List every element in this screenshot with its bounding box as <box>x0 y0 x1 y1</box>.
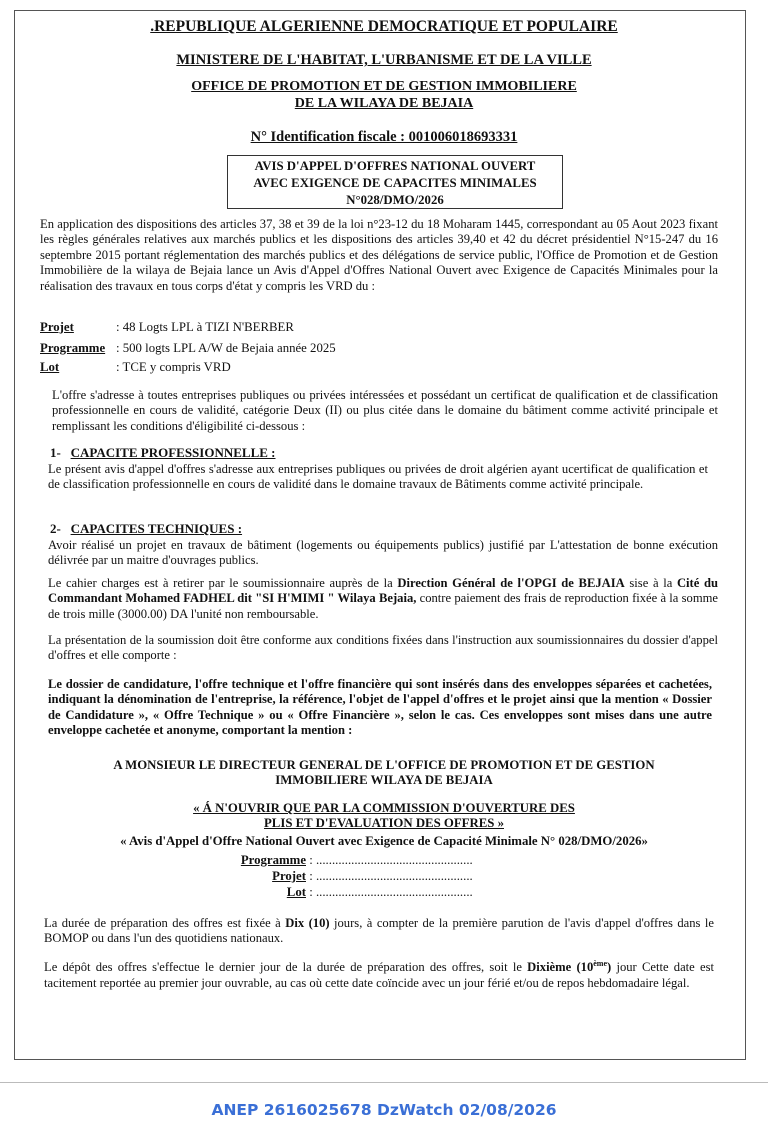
envelope-field-label: Projet <box>272 869 306 883</box>
envelope-field-label: Programme <box>240 853 306 867</box>
cahier-address: Cité du Commandant Mohamed FADHEL dit "SI H'MIMI " Wilaya Bejaia, <box>48 576 718 606</box>
addressee <box>0 758 768 789</box>
presentation-paragraph: La présentation de la soumission doit être conforme aux conditions fixées dans l'instruction aux soumissionnaires du dossier d'appel d'offres et elle comporte : <box>48 633 718 663</box>
deposit-text-1: Le dépôt des offres s'effectue le dernier jour de la durée de préparation des offres, soit le <box>44 960 528 975</box>
section1-heading <box>50 445 276 461</box>
duration-text-2: jours, à compter de la première parution de l'avis d'appel d'offres dans le BOMOP ou dans l'un des quotidiens nationaux. <box>44 916 714 946</box>
eligibility-paragraph: L'offre s'adresse à toutes entreprises publiques ou privées intéressées et possédant un certificat de qualification et de classification professionnelle en cours de validité, catégorie Deux (II) ou plus citée dans le domaine du bâtiment comme activité principale et remplissant les conditions d'éligibilité ci-dessous : <box>52 388 718 433</box>
fiscal-id: N° Identification fiscale : 001006018693331 <box>250 129 518 145</box>
cahier-text-3: contre paiement des frais de reproduction fixée à la somme de trois mille (3000.00) DA l'unité non remboursable. <box>48 591 718 621</box>
programme-value: : 500 logts LPL A/W de Bejaia année 2025 <box>116 341 336 355</box>
publication-footer: ANEP 2616025678 DzWatch 02/08/2026 <box>211 1101 557 1119</box>
section1-number: 1- <box>50 445 61 460</box>
office-title-line2: DE LA WILAYA DE BEJAIA <box>294 96 474 111</box>
notice-title-line1: AVIS D'APPEL D'OFFRES NATIONAL OUVERT <box>254 159 536 173</box>
duration-paragraph <box>44 916 714 947</box>
envelope-fields <box>222 852 473 900</box>
section2-number: 2- <box>50 521 61 536</box>
addressee-line2: IMMOBILIERE WILAYA DE BEJAIA <box>275 773 493 788</box>
section1-title: CAPACITE PROFESSIONNELLE : <box>70 445 276 460</box>
cahier-text-1: Le cahier charges est à retirer par le soumissionnaire auprès de la <box>48 576 398 590</box>
section2-heading <box>50 521 242 537</box>
envelope-reference: « Avis d'Appel d'Offre National Ouvert avec Exigence de Capacité Minimale N° 028/DMO/2026» <box>120 834 648 848</box>
envelope-field-programme <box>222 852 473 868</box>
cahier-direction: Direction Général de l'OPGI de BEJAIA <box>397 576 625 590</box>
notice-title-box <box>227 155 563 209</box>
addressee-line1: A MONSIEUR LE DIRECTEUR GENERAL DE L'OFFICE DE PROMOTION ET DE GESTION <box>113 758 655 772</box>
envelope-field-lot <box>222 884 473 900</box>
projet-row <box>40 320 294 335</box>
programme-row <box>40 341 336 356</box>
programme-label: Programme <box>40 341 106 355</box>
lot-label: Lot <box>40 360 60 374</box>
cahier-text-2: sise à la <box>624 576 677 590</box>
notice-number: N°028/DMO/2026 <box>346 193 444 207</box>
section1-text: Le présent avis d'appel d'offres s'adresse aux entreprises publiques ou privées de droit algérien ayant ucertificat de qualification et de classification professionnelle en cours de validité dans le domaine travaux de Bâtiments comme activité principale. <box>48 462 708 492</box>
lot-value: : TCE y compris VRD <box>116 360 231 374</box>
do-not-open-line1: « Á N'OUVRIR QUE PAR LA COMMISSION D'OUVERTURE DES <box>193 801 575 815</box>
ministry-title: MINISTERE DE L'HABITAT, L'URBANISME ET DE LA VILLE <box>176 52 592 68</box>
dossier-paragraph: Le dossier de candidature, l'offre technique et l'offre financière qui sont insérés dans des enveloppes séparées et cachetées, indiquant la dénomination de l'entreprise, la référence, l'objet de l'appel d'offres et le projet ainsi que la mention « Dossier de Candidature », « Offre Technique » ou « Offre Financière », selon le cas. Ces enveloppes sont mises dans une autre enveloppe cachetée et anonyme, comportant la mention : <box>48 677 712 738</box>
duration-days: Dix (10) <box>285 916 330 930</box>
do-not-open-line2: PLIS ET D'EVALUATION DES OFFRES » <box>263 816 504 831</box>
duration-text-1: La durée de préparation des offres est fixée à <box>44 916 286 930</box>
office-title <box>0 78 768 112</box>
cahier-paragraph <box>48 576 718 622</box>
deposit-text-2: jour Cette date est tacitement reportée au premier jour ouvrable, au cas où cette date coïncide avec un jour férié et/ou de repos hebdomadaire légal. <box>44 960 714 990</box>
notice-title-line2: AVEC EXIGENCE DE CAPACITES MINIMALES <box>253 176 537 190</box>
envelope-field-value: : ................................................. <box>309 853 473 867</box>
envelope-field-projet <box>222 868 473 884</box>
lot-row <box>40 360 231 375</box>
projet-value: : 48 Logts LPL à TIZI N'BERBER <box>116 320 294 334</box>
envelope-field-value: : ................................................. <box>309 869 473 883</box>
office-title-line1: OFFICE DE PROMOTION ET DE GESTION IMMOBILIERE <box>191 79 577 94</box>
section2-text: Avoir réalisé un projet en travaux de bâtiment (logements ou équipements publics) justifié par L'attestation de bonne exécution délivrée par un maitre d'ouvrages publics. <box>48 538 718 568</box>
page-divider <box>0 1082 768 1083</box>
envelope-field-value: : ................................................. <box>309 885 473 899</box>
republic-title: .REPUBLIQUE ALGERIENNE DEMOCRATIQUE ET POPULAIRE <box>150 18 618 35</box>
intro-paragraph: En application des dispositions des articles 37, 38 et 39 de la loi n°23-12 du 18 Moharam 1445, correspondant au 05 Aout 2023 fixant les règles générales relatives aux marchés publics et les dispositions des articles 39,40 et 42 du décret présidentiel N°15-247 du 16 septembre 2015 portant réglementation des marchés publics et des délégations de service public, l'Office de Promotion et de Gestion Immobilière de la wilaya de Bejaia lance un Avis d'Appel d'Offres National Ouvert avec Exigence de Capacités Minimales pour la réalisation des travaux en tous corps d'état y compris les VRD du : <box>40 217 718 293</box>
section2-title: CAPACITES TECHNIQUES : <box>70 521 243 536</box>
deposit-day-suffix: ème <box>593 959 608 968</box>
envelope-field-label: Lot <box>286 885 306 899</box>
projet-label: Projet <box>40 320 74 334</box>
deposit-day: Dixième (10 <box>527 960 594 975</box>
deposit-day-close: ) <box>607 960 612 975</box>
deposit-paragraph <box>44 956 714 991</box>
do-not-open-notice <box>0 801 768 832</box>
